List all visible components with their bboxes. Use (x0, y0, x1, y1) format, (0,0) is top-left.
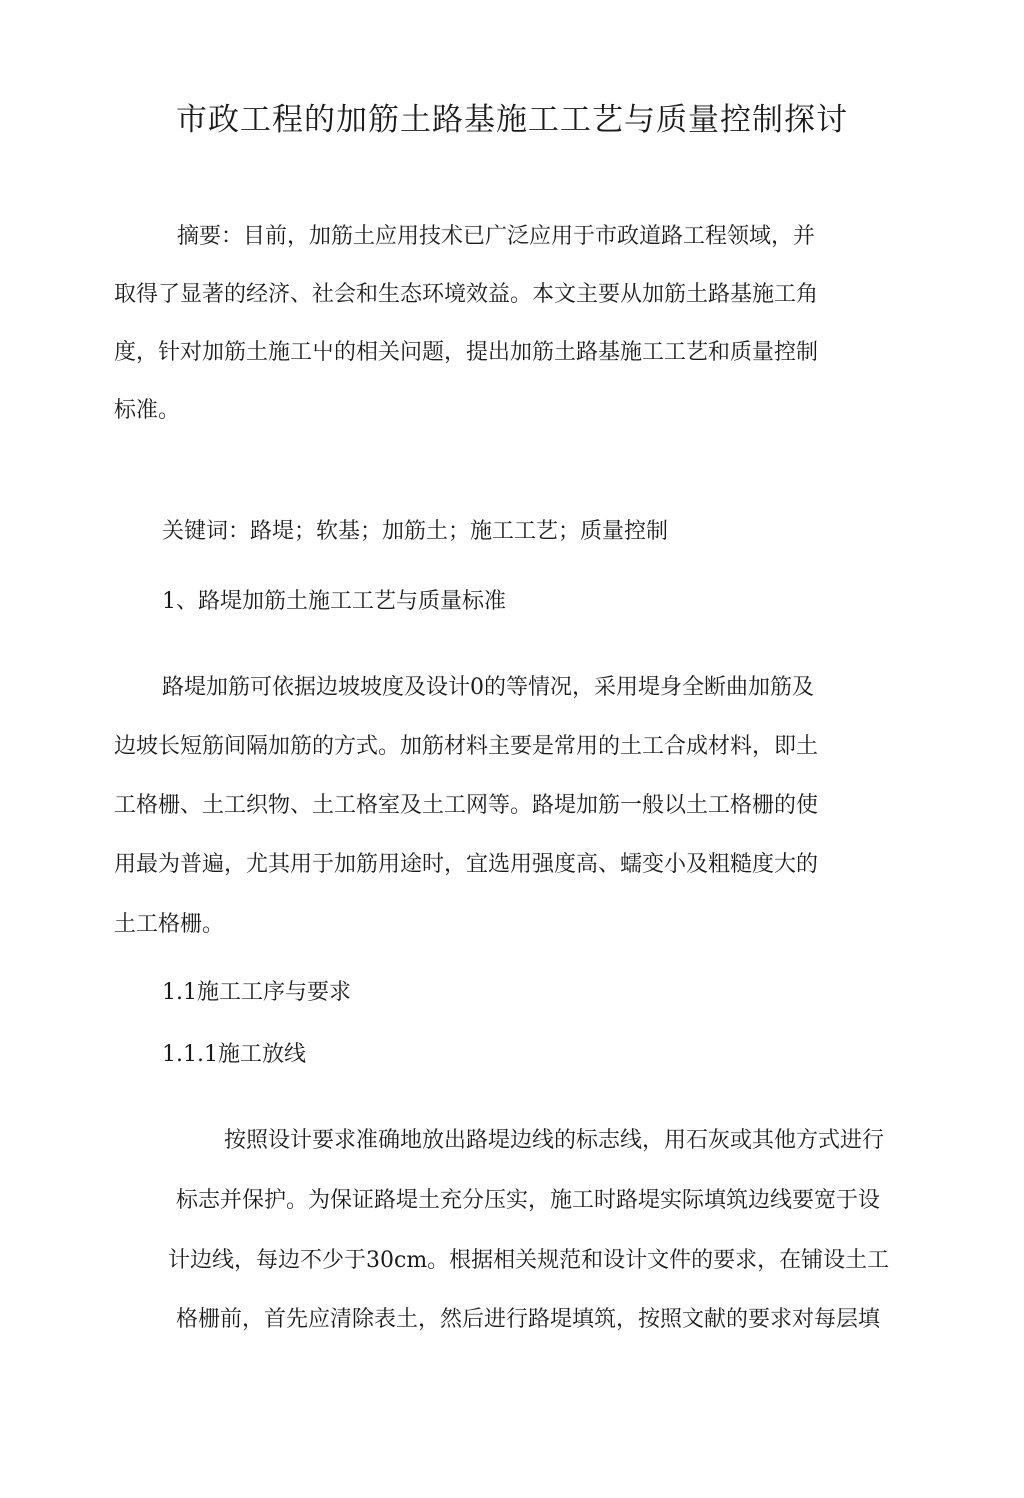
abstract-line-2: 取得了显著的经济、社会和生态环境效益。本文主要从加筋土路基施工角 (114, 282, 819, 307)
keywords-line: 关键词：路堤；软基；加筋土；施工工艺；质量控制 (162, 519, 669, 544)
section-1-heading: 1、路堤加筋土施工工艺与质量标准 (162, 589, 506, 614)
abstract-line-4: 标准。 (114, 398, 181, 423)
section-1-line-3: 工格栅、土工织物、土工格室及土工网等。路堤加筋一般以土工格栅的使 (114, 793, 819, 818)
document-title: 市政工程的加筋土路基施工工艺与质量控制探讨 (176, 102, 848, 138)
subsection-1-1-1-line-2: 标志并保护。为保证路堤土充分压实，施工时路堤实际填筑边线要宽于设 (176, 1188, 881, 1213)
section-1-line-4: 用最为普遍，尤其用于加筋用途时，宜选用强度高、蠕变小及粗糙度大的 (114, 852, 819, 877)
subsection-1-1-1-line-3: 计边线，每边不少于30cm。根据相关规范和设计文件的要求，在铺设土工 (168, 1248, 890, 1273)
abstract-line-1: 摘要：目前，加筋土应用技术已广泛应用于市政道路工程领域，并 (177, 224, 816, 249)
abstract-line-3: 度，针对加筋土施工屮的相关问题，提出加筋土路基施工工艺和质量控制 (114, 340, 819, 365)
subsection-1-1-1-line-4: 格栅前，首先应清除表土，然后进行路堤填筑，按照文献的要求对每层填 (176, 1307, 881, 1332)
section-1-line-2: 边坡长短筋间隔加筋的方式。加筋材料主要是常用的土工合成材料，即土 (114, 734, 819, 759)
subsection-1-1-heading: 1.1施工工序与要求 (162, 980, 351, 1005)
subsection-1-1-1-line-1: 按照设计要求准确地放出路堤边线的标志线，用石灰或其他方式进行 (224, 1128, 885, 1153)
section-1-line-1: 路堤加筋可依据边坡坡度及设计0的等情况，采用堤身全断曲加筋及 (162, 675, 814, 700)
section-1-line-5: 土工格栅。 (114, 912, 225, 937)
subsection-1-1-1-heading: 1.1.1施工放线 (162, 1042, 306, 1067)
